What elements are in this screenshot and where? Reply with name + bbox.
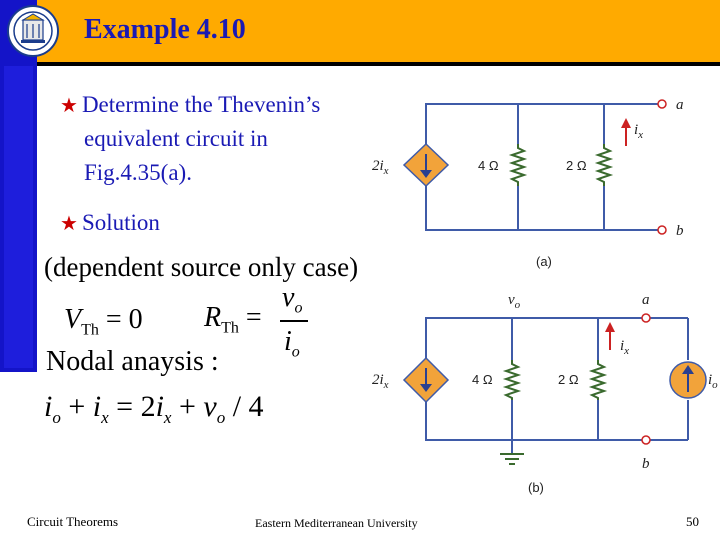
caption-b: (b) (528, 480, 544, 495)
ix-label: $i_x$ (634, 122, 644, 141)
resistor-2ohm (598, 144, 610, 186)
footer-university: Eastern Mediterranean University (255, 516, 418, 530)
source-label: $2i_x$ (372, 372, 389, 391)
rth-fraction-bar (280, 320, 308, 322)
nodal-analysis-label: Nodal anaysis : (46, 346, 219, 377)
rth-denominator: $i_o$ (284, 326, 300, 361)
case-note: (dependent source only case) (44, 252, 359, 282)
terminal-a (658, 100, 666, 108)
vo-label: $v_o$ (508, 292, 521, 311)
bullet-solution (60, 210, 160, 236)
sidebar-inner (4, 66, 33, 368)
current-arrow-icon (621, 118, 631, 128)
header-rule (0, 62, 720, 66)
star-icon: ★ (60, 213, 78, 235)
caption-a: (a) (536, 254, 552, 269)
bullet-text-line3: Fig.4.35(a). (84, 160, 192, 185)
r2-label: 2 Ω (566, 158, 587, 173)
bullet-determine (60, 92, 320, 118)
rth-equation: $R_{Th}$ = (204, 302, 262, 337)
node-b-label: b (642, 456, 650, 472)
circuit-figure-b (368, 288, 720, 498)
resistor-4ohm (512, 144, 524, 186)
r1-label: 4 Ω (472, 372, 493, 387)
footer-course: Circuit Theorems (27, 514, 119, 529)
page-number: 50 (686, 514, 699, 529)
kcl-equation: $i_o + i_x = 2i_x + v_o / 4$ (44, 390, 264, 427)
io-label: $i_o$ (708, 372, 718, 391)
node-a-label: a (642, 292, 650, 308)
current-arrow-icon (605, 322, 615, 332)
terminal-b (658, 226, 666, 234)
terminal-b (642, 436, 650, 444)
r2-label: 2 Ω (558, 372, 579, 387)
rth-numerator: $v_o$ (282, 282, 303, 317)
source-label: $2i_x$ (372, 158, 389, 177)
ix-label: $i_x$ (620, 338, 630, 357)
node-a-label: a (676, 97, 684, 113)
star-icon: ★ (60, 95, 78, 117)
bullet-solution-text: Solution (81, 210, 160, 235)
slide-title: Example 4.10 (84, 14, 246, 45)
terminal-a (642, 314, 650, 322)
node-b-label: b (676, 223, 684, 239)
resistor-2ohm (592, 360, 604, 400)
university-seal-icon (6, 4, 60, 58)
circuit-figure-a (368, 90, 698, 275)
vth-equation: $V_{Th} = 0$ (64, 304, 143, 339)
resistor-4ohm (506, 360, 518, 400)
r1-label: 4 Ω (478, 158, 499, 173)
bullet-text-line2: equivalent circuit in (84, 126, 268, 151)
bullet-text-line1: Determine the Thevenin’s (81, 92, 321, 117)
